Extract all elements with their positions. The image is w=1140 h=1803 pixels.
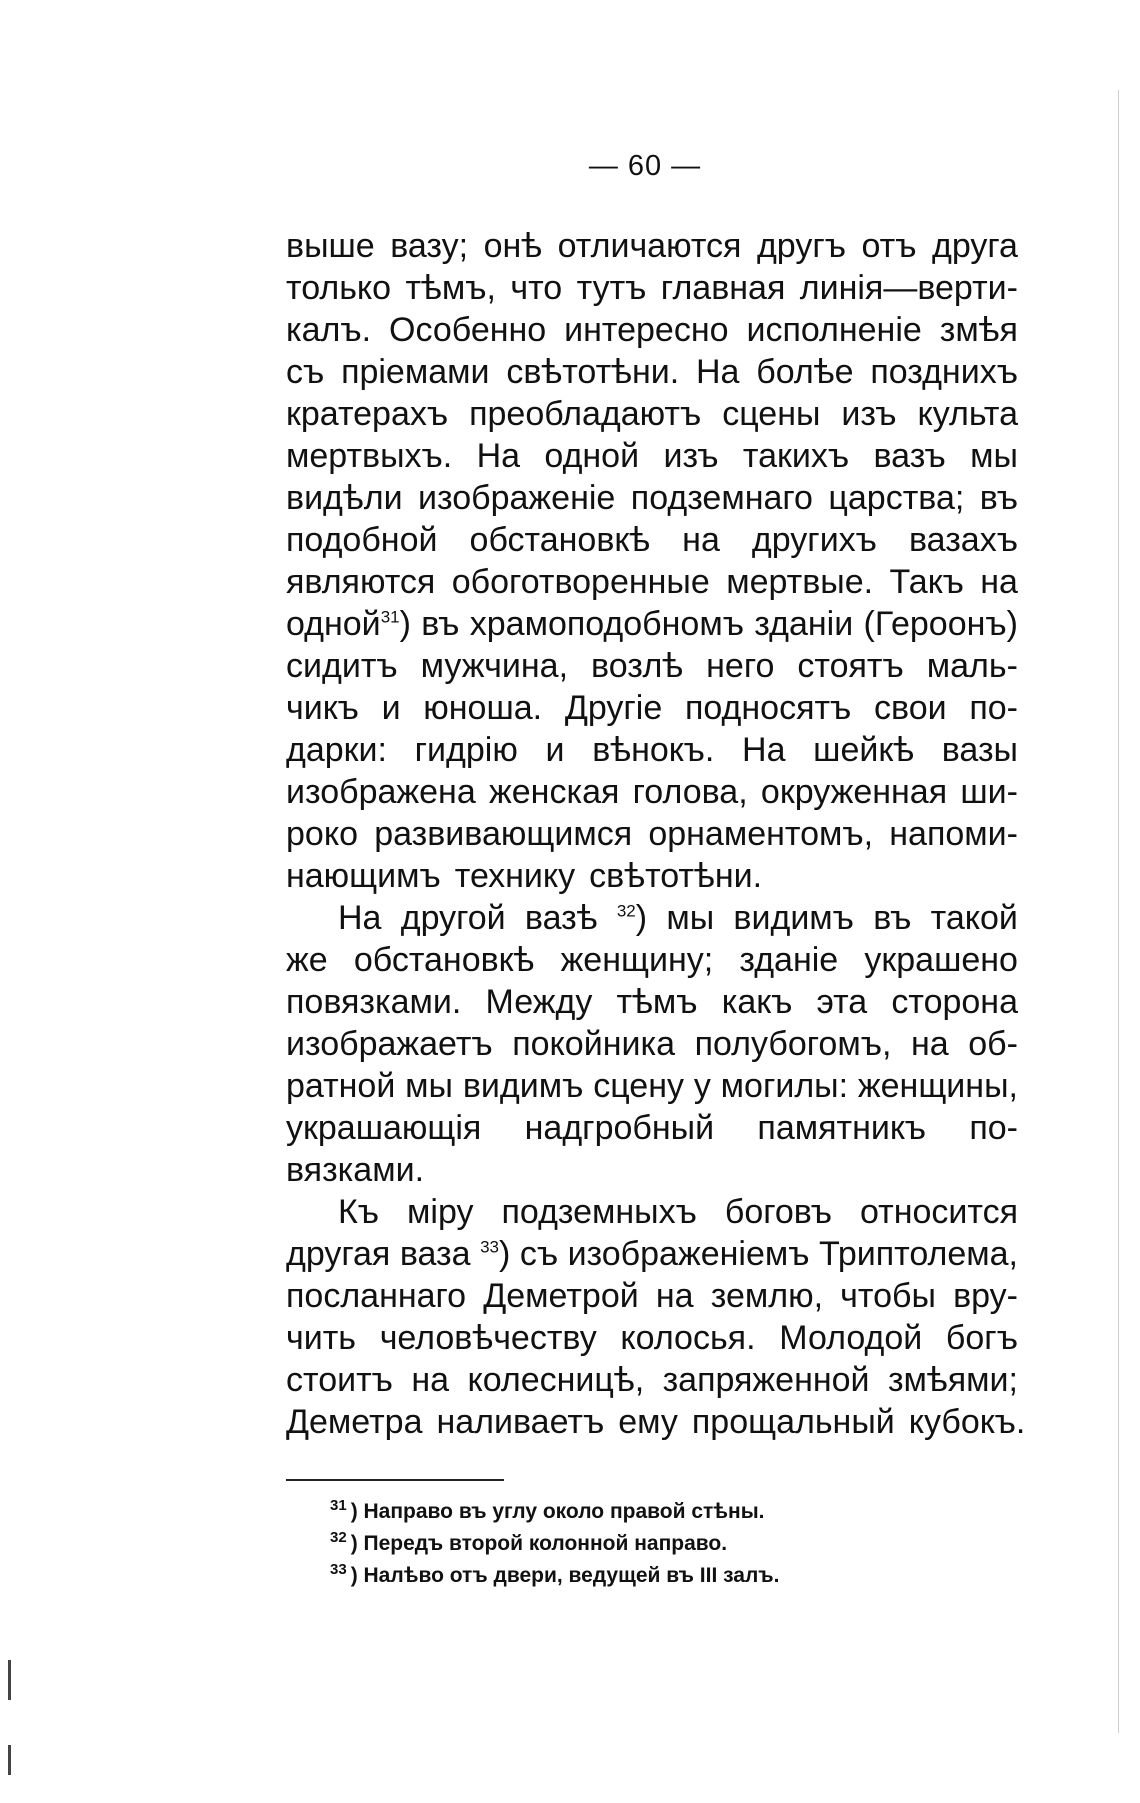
- footnote-ref: 32: [616, 901, 636, 921]
- text-line: дарки: гидрію и вѣнокъ. На шейкѣ вазы: [286, 731, 1018, 769]
- text-line: посланнаго Деметрой на землю, чтобы вру-: [286, 1277, 1018, 1315]
- text-line: украшающія надгробный памятникъ по-: [286, 1109, 1018, 1147]
- footnote: [330, 1496, 779, 1528]
- text-line: Деметра наливаетъ ему прощальный кубокъ.: [286, 1403, 1026, 1441]
- text-line: выше вазу; онѣ отличаются другъ отъ друга: [286, 227, 1018, 265]
- text-line: повязками. Между тѣмъ какъ эта сторона: [286, 983, 1018, 1021]
- footnote-number: 33: [330, 1561, 347, 1578]
- text-line: же обстановкѣ женщину; зданіе украшено: [286, 941, 1018, 979]
- text-line: калъ. Особенно интересно исполненіе змѣя: [286, 311, 1018, 349]
- body-text: [286, 225, 1026, 1443]
- text-line: одной$^{31}$) въ храмоподобномъ зданіи (Героонъ): [286, 605, 1018, 643]
- text-line: являются обоготворенные мертвые. Такъ на: [286, 563, 1018, 601]
- text-line: ратной мы видимъ сцену у могилы: женщины,: [286, 1067, 1018, 1105]
- text-line: только тѣмъ, что тутъ главная линія—верти-: [286, 269, 1018, 307]
- text-line: видѣли изображеніе подземнаго царства; въ: [286, 479, 1018, 517]
- text-line: съ пріемами свѣтотѣни. На болѣе позднихъ: [286, 353, 1018, 391]
- footnote: [330, 1528, 779, 1560]
- text-line: другая ваза $^{33}$) съ изображеніемъ Триптолема,: [286, 1235, 1018, 1273]
- page-number: — 60 —: [588, 150, 702, 182]
- text-line: стоитъ на колесницѣ, запряженной змѣями;: [286, 1361, 1018, 1399]
- margin-mark: [8, 1745, 11, 1775]
- text-line: Къ міру подземныхъ боговъ относится: [338, 1193, 1018, 1231]
- text-line: чить человѣчеству колосья. Молодой богъ: [286, 1319, 1018, 1357]
- footnote-text: ) Передъ второй колонной направо.: [350, 1532, 728, 1555]
- text-line: На другой вазѣ $^{32}$) мы видимъ въ такой: [338, 899, 1018, 937]
- footnotes: [330, 1496, 779, 1592]
- text-line: сидитъ мужчина, возлѣ него стоятъ маль-: [286, 647, 1018, 685]
- page-edge-line: [1118, 90, 1119, 1733]
- footnote-text: ) Налѣво отъ двери, ведущей въ III залъ.: [350, 1564, 780, 1587]
- text-line: вязками.: [286, 1151, 425, 1189]
- text-line: изображена женская голова, окруженная ши-: [286, 773, 1018, 811]
- text-line: чикъ и юноша. Другіе подносятъ свои по-: [286, 689, 1018, 727]
- text-line: изображаетъ покойника полубогомъ, на об-: [286, 1025, 1018, 1063]
- footnote-number: 32: [330, 1529, 347, 1546]
- text-line: мертвыхъ. На одной изъ такихъ вазъ мы: [286, 437, 1018, 475]
- footnote-number: 31: [330, 1497, 347, 1514]
- text-line: роко развивающимся орнаментомъ, напоми-: [286, 815, 1018, 853]
- footnote: [330, 1560, 779, 1592]
- text-line: нающимъ технику свѣтотѣни.: [286, 857, 763, 895]
- margin-mark: [8, 1660, 11, 1700]
- text-line: подобной обстановкѣ на другихъ вазахъ: [286, 521, 1018, 559]
- footnote-divider: [286, 1479, 504, 1481]
- footnote-text: ) Направо въ углу около правой стѣны.: [350, 1500, 765, 1523]
- text-line: кратерахъ преобладаютъ сцены изъ культа: [286, 395, 1018, 433]
- footnote-ref: 33: [480, 1237, 499, 1257]
- footnote-ref: 31: [380, 607, 400, 627]
